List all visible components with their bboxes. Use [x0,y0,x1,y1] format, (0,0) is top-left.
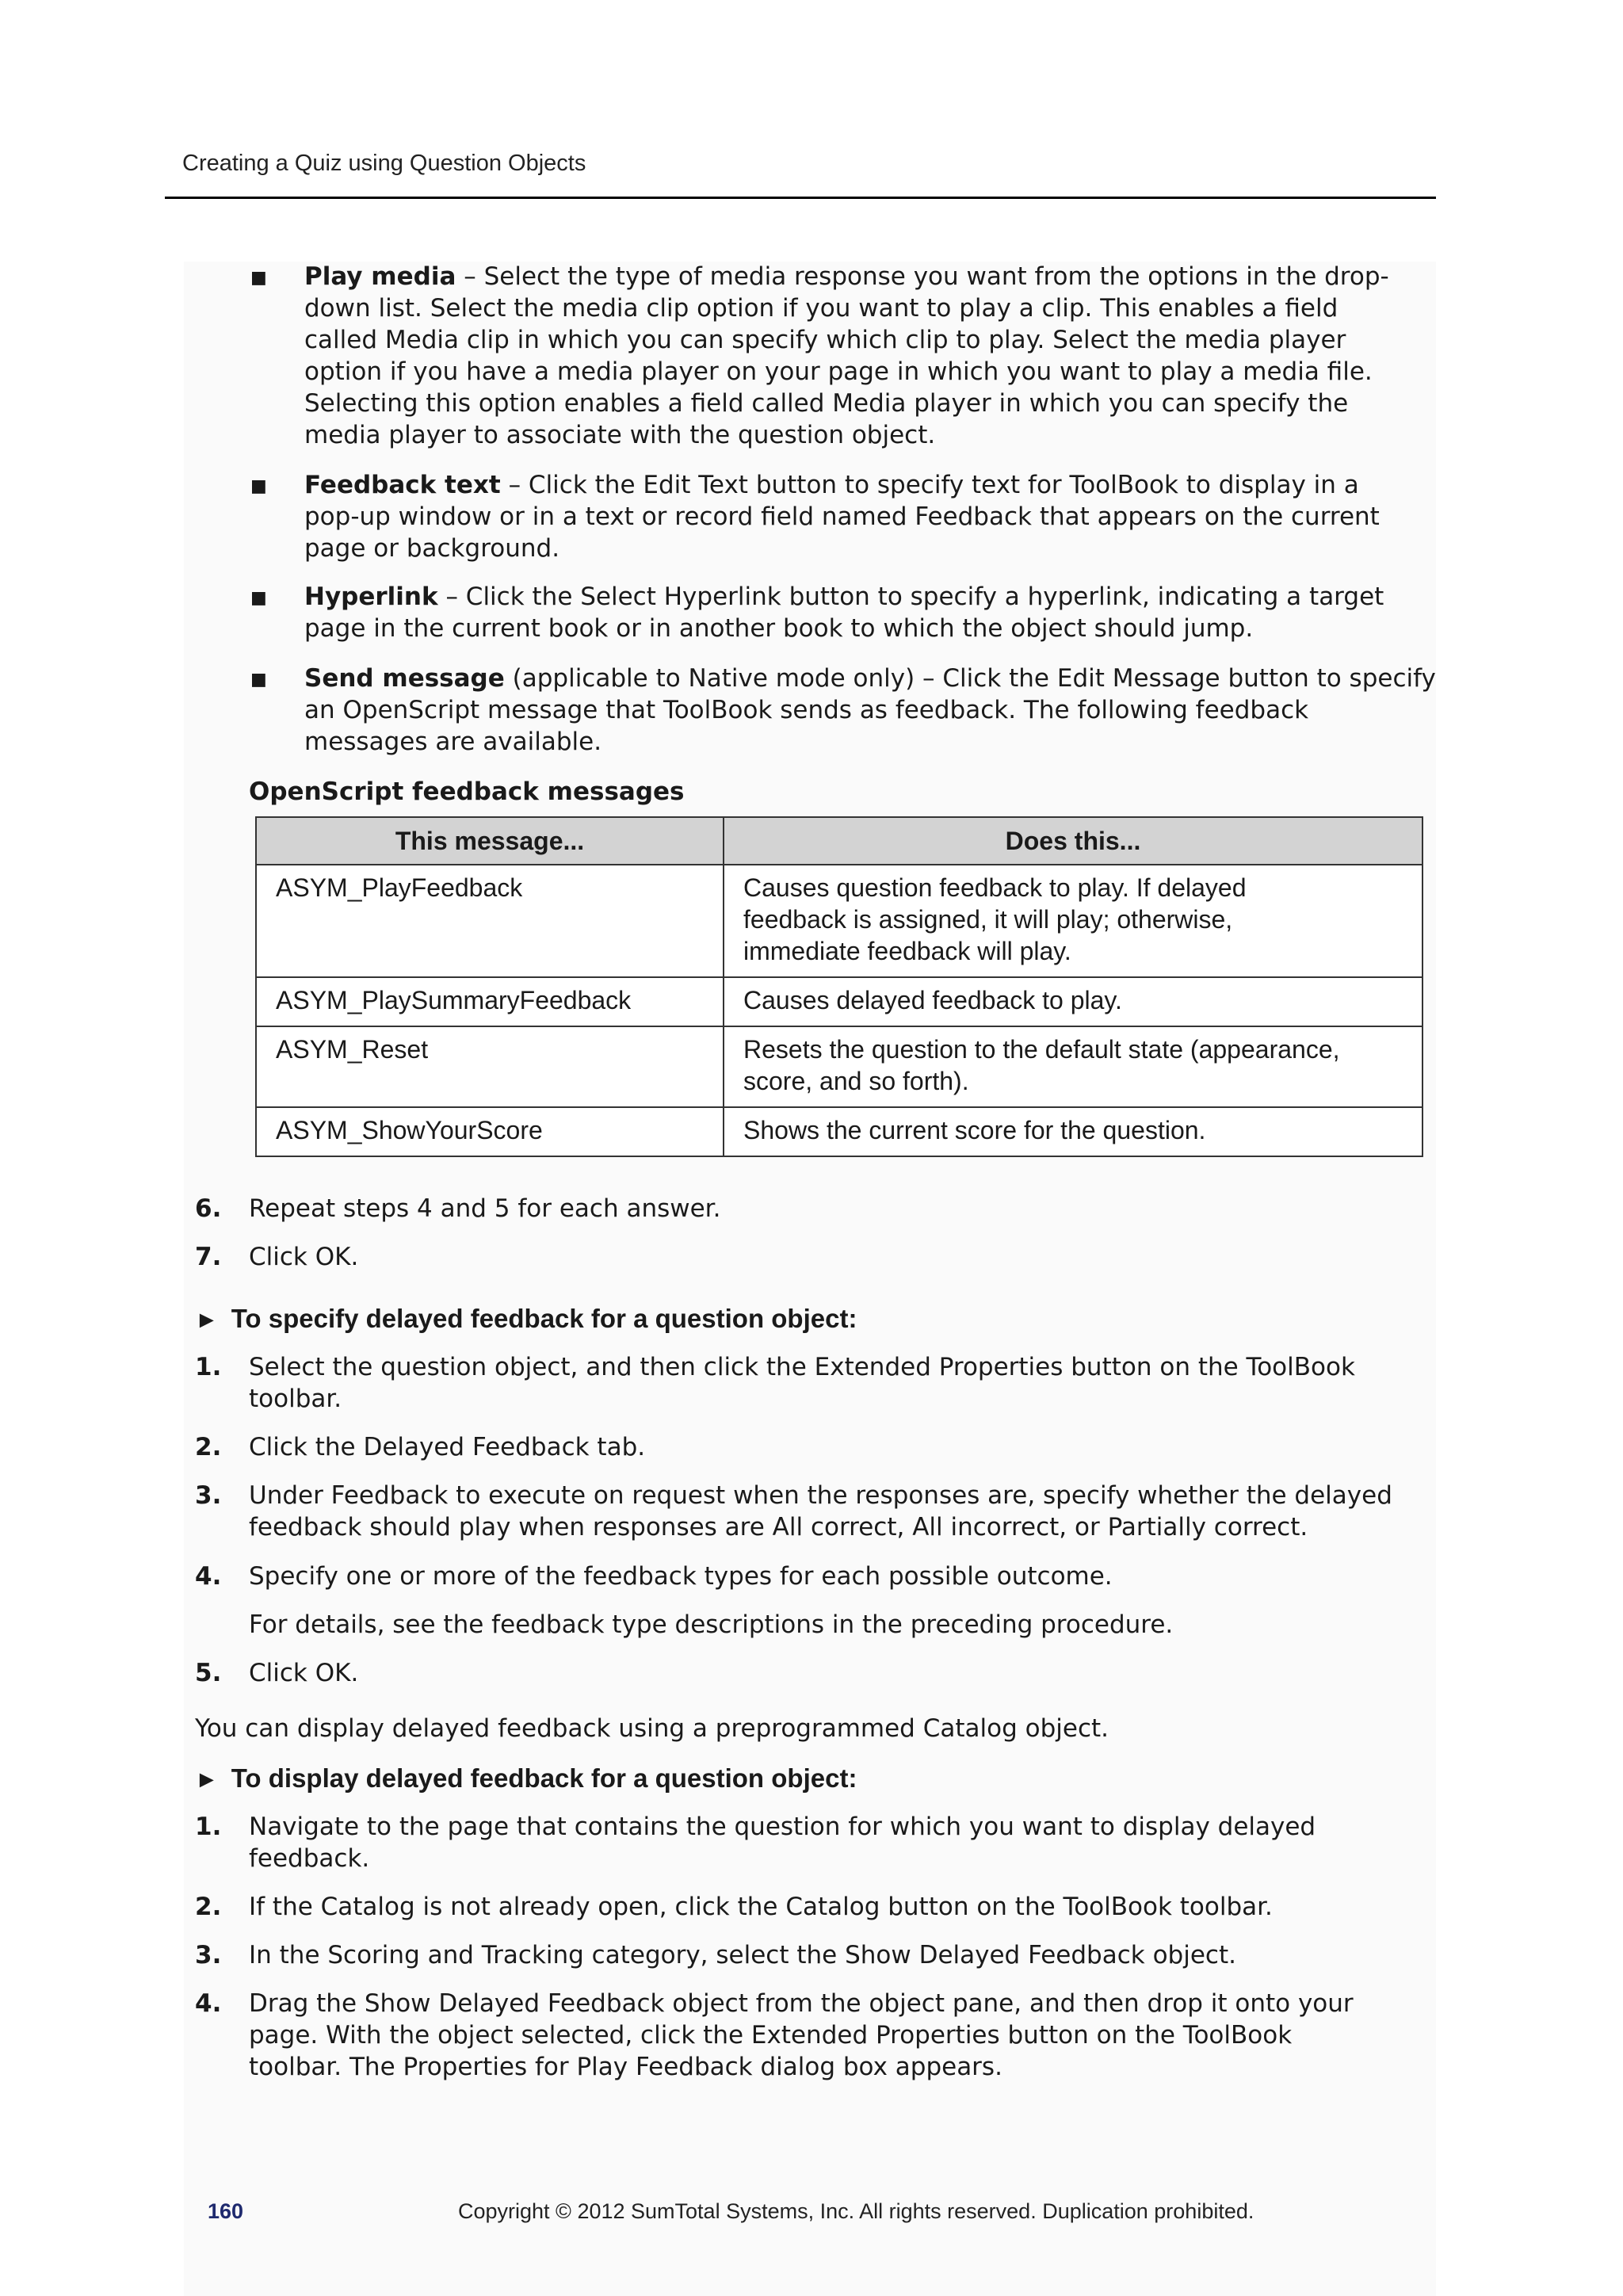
bullet-text-line: an OpenScript message that ToolBook sends as feedback. The following feedback [304,696,1309,724]
bullet-marker: ■ [250,588,267,608]
bullet-text-line: media player to associate with the question object. [304,421,936,449]
bullet-term: Feedback text [304,471,501,499]
description-line: Causes delayed feedback to play. [743,986,1122,1014]
message-cell: ASYM_PlaySummaryFeedback [256,977,724,1026]
step-text: If the Catalog is not already open, click the Catalog button on the ToolBook toolbar. [249,1893,1273,1921]
bullet-text-line: – Select the type of media response you want from the options in the drop- [456,262,1389,291]
step-text: In the Scoring and Tracking category, select the Show Delayed Feedback object. [249,1941,1236,1969]
description-line: Resets the question to the default state (appearance, [743,1035,1340,1064]
bullet-term: Send message [304,664,505,693]
description-cell [724,1026,1423,1107]
description-cell [724,1107,1423,1156]
running-header: Creating a Quiz using Question Objects [182,151,586,176]
step-number: 3. [195,1941,222,1969]
bullet-text-line: – Click the Edit Text button to specify text for ToolBook to display in a [500,471,1359,499]
step-number: 5. [195,1659,222,1687]
procedure-title: To display delayed feedback for a question object: [231,1763,857,1793]
bullet-text-line: option if you have a media player on your page in which you want to play a media file. [304,357,1373,386]
bullet-text-line: (applicable to Native mode only) – Click the Edit Message button to specify [504,664,1436,693]
bullet-send-message [304,663,1436,758]
table-row [256,977,1423,1026]
description-line: immediate feedback will play. [743,937,1071,965]
step-number: 7. [195,1243,222,1271]
message-cell: ASYM_Reset [256,1026,724,1107]
table-header-cell: This message... [256,817,724,865]
step-text: Click OK. [249,1659,359,1687]
step-text [249,1480,1392,1543]
procedure-title: To specify delayed feedback for a question object: [231,1304,857,1333]
description-line: Causes question feedback to play. If delayed [743,873,1247,902]
table-row [256,1107,1423,1156]
bullet-text-line: Selecting this option enables a field called Media player in which you can specify the [304,389,1349,418]
step-text: Click the Delayed Feedback tab. [249,1433,646,1461]
step-line: Under Feedback to execute on request when the responses are, specify whether the delayed [249,1481,1392,1510]
page-number: 160 [208,2199,244,2223]
body-paragraph: You can display delayed feedback using a preprogrammed Catalog object. [195,1714,1109,1743]
copyright-notice: Copyright © 2012 SumTotal Systems, Inc. All rights reserved. Duplication prohibited. [458,2199,1254,2223]
header-rule [165,197,1436,199]
step-note: For details, see the feedback type descriptions in the preceding procedure. [249,1610,1174,1639]
procedure-arrow-icon: ► [195,1307,219,1333]
step-line: Drag the Show Delayed Feedback object from the object pane, and then drop it onto your [249,1989,1354,2018]
step-number: 6. [195,1194,222,1223]
step-number: 3. [195,1481,222,1510]
bullet-hyperlink [304,581,1384,644]
bullet-feedback-text [304,469,1380,564]
step-line: feedback should play when responses are All correct, All incorrect, or Partially correct. [249,1513,1308,1541]
bullet-term: Hyperlink [304,583,438,611]
step-number: 2. [195,1893,222,1921]
step-text: Click OK. [249,1243,359,1271]
bullet-marker: ■ [250,476,267,496]
procedure-arrow-icon: ► [195,1767,219,1793]
bullet-play-media [304,261,1389,451]
step-text [249,1988,1354,2083]
bullet-text-line: page or background. [304,534,560,563]
feedback-messages-table [255,816,1423,1157]
bullet-marker: ■ [250,268,267,288]
step-text: Specify one or more of the feedback types for each possible outcome. [249,1562,1113,1591]
bullet-text-line: called Media clip in which you can specify which clip to play. Select the media player [304,326,1346,354]
bullet-term: Play media [304,262,456,291]
description-line: Shows the current score for the question. [743,1116,1206,1144]
step-number: 1. [195,1813,222,1841]
table-header-cell: Does this... [724,817,1423,865]
bullet-text-line: messages are available. [304,728,602,756]
step-number: 2. [195,1433,222,1461]
step-line: toolbar. The Properties for Play Feedback dialog box appears. [249,2053,1002,2081]
bullet-text-line: – Click the Select Hyperlink button to specify a hyperlink, indicating a target [437,583,1384,611]
message-cell: ASYM_PlayFeedback [256,865,724,977]
step-line: Select the question object, and then click the Extended Properties button on the ToolBook [249,1353,1355,1381]
bullet-text-line: pop-up window or in a text or record field named Feedback that appears on the current [304,502,1380,531]
description-line: score, and so forth). [743,1067,969,1095]
procedure-heading [195,1303,857,1336]
procedure-heading [195,1763,857,1796]
step-number: 1. [195,1353,222,1381]
description-line: feedback is assigned, it will play; otherwise, [743,905,1233,934]
bullet-text-line: down list. Select the media clip option if you want to play a clip. This enables a field [304,294,1338,323]
step-line: feedback. [249,1844,370,1873]
table-caption: OpenScript feedback messages [249,777,685,806]
description-cell [724,865,1423,977]
table-row [256,1026,1423,1107]
step-number: 4. [195,1989,222,2018]
table-row [256,865,1423,977]
bullet-text-line: page in the current book or in another book to which the object should jump. [304,614,1254,643]
step-text [249,1811,1316,1874]
bullet-marker: ■ [250,670,267,690]
message-cell: ASYM_ShowYourScore [256,1107,724,1156]
step-line: toolbar. [249,1385,342,1413]
table-header-row [256,817,1423,865]
step-line: page. With the object selected, click the Extended Properties button on the ToolBook [249,2021,1293,2050]
step-number: 4. [195,1562,222,1591]
step-text [249,1351,1355,1415]
step-line: Navigate to the page that contains the question for which you want to display delayed [249,1813,1316,1841]
step-text: Repeat steps 4 and 5 for each answer. [249,1194,721,1223]
description-cell [724,977,1423,1026]
